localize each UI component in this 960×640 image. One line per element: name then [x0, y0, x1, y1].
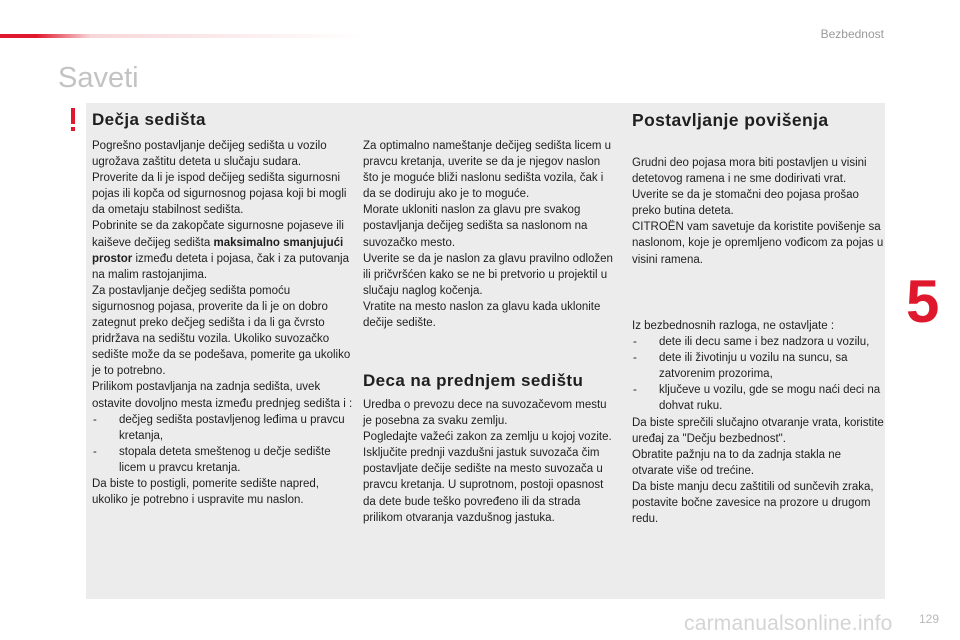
paragraph: Da biste to postigli, pomerite sedište napred, ukoliko je potrebno i uspravite mu naslon. [92, 477, 319, 507]
paragraph: Uverite se da je naslon za glavu pravilno odložen ili pričvršćen kako se ne bi pretvorio u projektil u slučaju naglog kočenja. [363, 252, 613, 297]
paragraph: Za postavljanje dečjeg sedišta pomoću sigurnosnog pojasa, proverite da li je on dobro zategnut preko dečjeg sedišta i da li ga čvrsto pridržava na sedištu vozila. Ukoliko suvozačko sedište može da se podešava, pomerite ga ukoliko je to potrebno. [92, 284, 351, 378]
page-title: Saveti [58, 62, 139, 94]
front-seat-heading: Deca na prednjem sedištu [363, 371, 584, 390]
list-item: - stopala deteta smeštenog u dečje sedište licem u pravcu kretanja. [93, 445, 331, 474]
child-seats-heading: Dečja sedišta [92, 110, 206, 129]
front-seat-text [363, 397, 613, 526]
paragraph: CITROËN vam savetuje da koristite povišenje sa naslonom, koje je opremljeno vođicom za pojas u visini ramena. [632, 221, 884, 266]
paragraph: Proverite da li je ispod dečijeg sedišta sigurnosni pojas ili kopča od sigurnosnog pojasa koji bi mogli da ometaju stabilnost sedišta. [92, 172, 347, 217]
paragraph: Pogledajte važeći zakon za zemlju u kojoj vozite. [363, 431, 612, 444]
paragraph: Isključite prednji vazdušni jastuk suvozača čim postavljate dečije sedište na mesto suvozača u pravcu kretanja. U suprotnom, postoji opasnost da dete bude teško povređeno ili da strada prilikom otvaranja vazdušnog jastuka. [363, 447, 604, 524]
list-item: - dečjeg sedišta postavljenog leđima u pravcu kretanja, [93, 413, 345, 442]
paragraph: Pogrešno postavljanje dečijeg sedišta u vozilo ugrožava zaštitu deteta u slučaju sudara. [92, 140, 327, 169]
page-number: 129 [918, 612, 939, 626]
paragraph: Grudni deo pojasa mora biti postavljen u visini detetovog ramena i ne sme dodirivati vrat. [632, 157, 867, 186]
paragraph: Da biste manju decu zaštitili od sunčevih zraka, postavite bočne zavesice na prozore u drugom redu. [632, 480, 874, 526]
paragraph: Za optimalno nameštanje dečijeg sedišta licem u pravcu kretanja, uverite se da je njegov naslon što je moguće bliži naslonu sedišta vozila, čak i da se dodiruju ako je to moguće. [363, 140, 612, 201]
paragraph: Morate ukloniti naslon za glavu pre svakog postavljanja dečijeg sedišta sa naslonom na suvozačko mesto. [363, 204, 588, 249]
header-accent-rule [0, 34, 905, 38]
watermark: carmanualsonline.info [684, 612, 893, 635]
exclamation-warning-icon [68, 108, 78, 132]
paragraph: Vratite na mesto naslon za glavu kada uklonite dečije sedište. [363, 300, 601, 330]
emphasis: maksimalno smanjujući prostor [92, 236, 344, 265]
paragraph: Iz bezbednosnih razloga, ne ostavljate : [632, 320, 835, 332]
paragraph: Uverite se da je stomačni deo pojasa prošao preko butina deteta. [632, 189, 859, 218]
chapter-number: 5 [906, 268, 940, 335]
paragraph: Prilikom postavljanja na zadnja sedišta, uvek ostavite dovoljno mesta između prednjeg sedišta i : [92, 381, 353, 410]
list-item: - dete ili decu same i bez nadzora u vozilu, [633, 336, 870, 349]
booster-heading: Postavljanje povišenja [632, 110, 829, 130]
section-name: Bezbednost [820, 27, 884, 41]
headrest-text [363, 138, 613, 331]
paragraph: Obratite pažnju na to da zadnja stakla ne otvarate više od trećine. [632, 448, 842, 477]
safety-reasons-text [632, 318, 884, 527]
booster-text [632, 155, 884, 268]
paragraph: Pobrinite se da zakopčate sigurnosne pojaseve ili kaiševe dečijeg sedišta maksimalno smanjujući prostor između deteta i pojasa, čak i za putovanja na malim rastojanjima. [92, 220, 349, 281]
list-item: - dete ili životinju u vozilu na suncu, sa zatvorenim prozorima, [633, 352, 848, 381]
child-seats-text [92, 138, 354, 508]
paragraph: Uredba o prevozu dece na suvozačevom mestu je posebna za svaku zemlju. [363, 399, 607, 428]
paragraph: Da biste sprečili slučajno otvaranje vrata, koristite uređaj za "Dečju bezbednost". [632, 416, 884, 445]
list-item: - ključeve u vozilu, gde se mogu naći deci na dohvat ruku. [633, 384, 881, 413]
